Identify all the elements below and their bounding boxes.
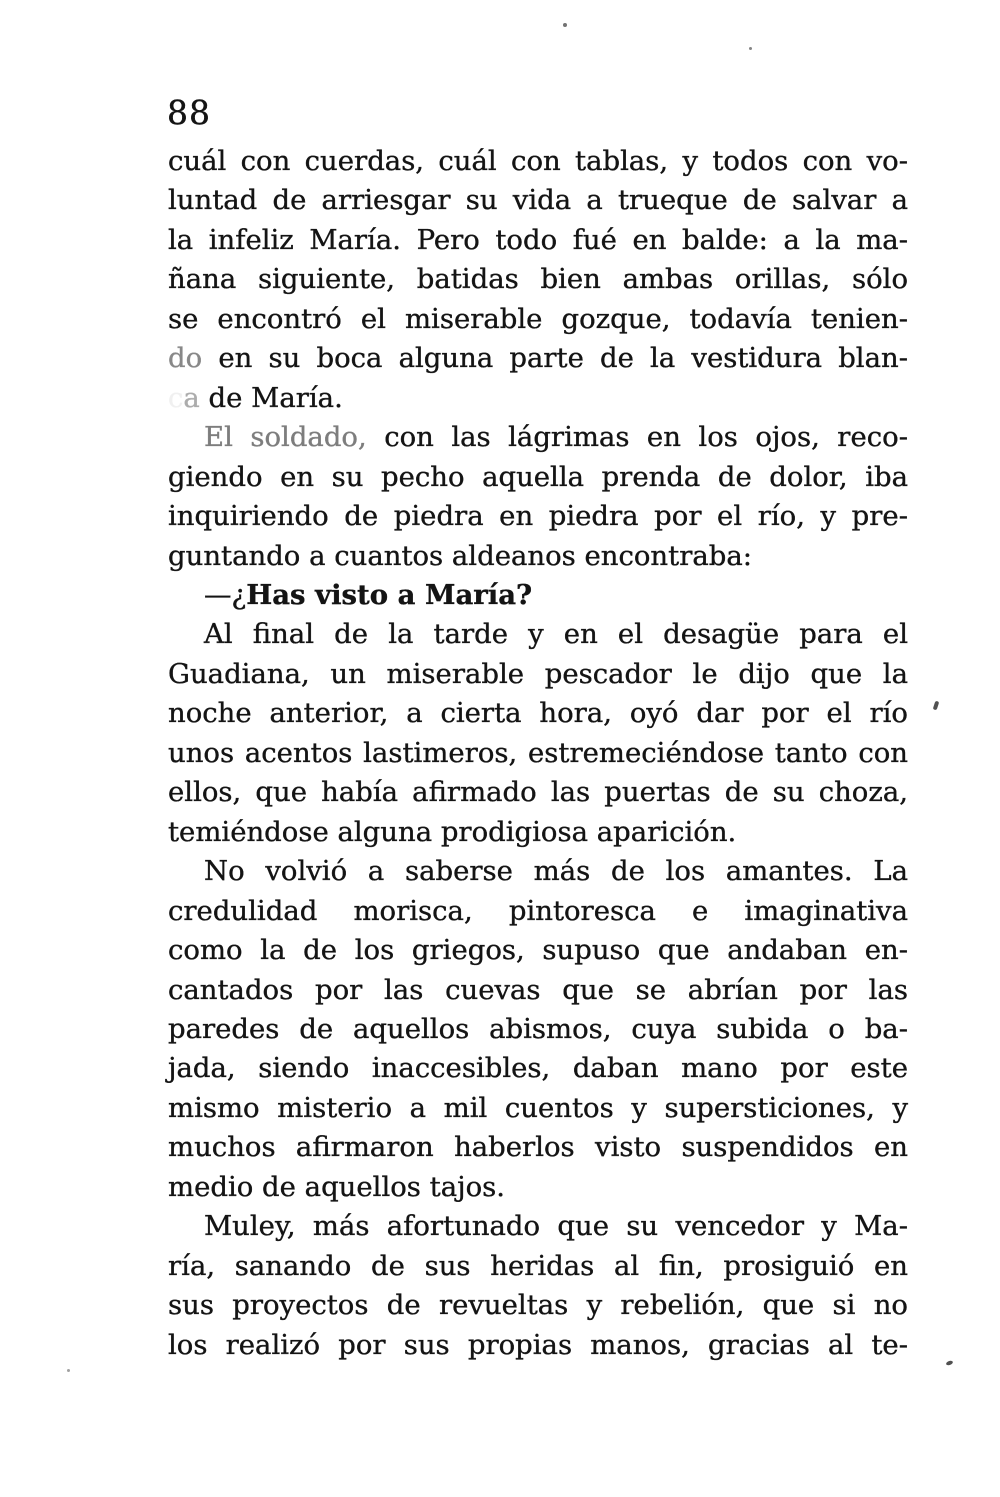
text-segment: cantados por las cuevas que se abrían por las: [168, 973, 908, 1006]
text-line: [168, 1247, 908, 1286]
text-line: [168, 971, 908, 1010]
text-segment: jada, siendo inaccesibles, daban mano por este: [168, 1052, 908, 1085]
text-segment: como la de los griegos, supuso que andaban en-: [168, 934, 908, 967]
text-segment: luntad de arriesgar su vida a trueque de salvar a: [168, 184, 908, 217]
scan-speck: [946, 1360, 954, 1366]
text-line: [168, 537, 908, 576]
text-line: [168, 1286, 908, 1325]
text-segment: c: [168, 381, 184, 414]
text-line: [168, 260, 908, 299]
text-line: [168, 339, 908, 378]
text-line: [168, 221, 908, 260]
text-segment: muchos afirmaron haberlos visto suspendidos en: [168, 1131, 908, 1164]
text-segment: la infeliz María. Pero todo fué en balde: a la ma-: [168, 223, 908, 256]
text-line: [168, 1128, 908, 1167]
text-line: [168, 655, 908, 694]
text-line: [168, 576, 908, 615]
text-line: [168, 300, 908, 339]
text-line: [168, 734, 908, 773]
text-segment: ñana siguiente, batidas bien ambas orillas, sólo: [168, 263, 908, 296]
paragraph: [168, 142, 908, 418]
text-line: [168, 694, 908, 733]
scan-speck: [67, 1369, 70, 1372]
text-segment: Guadiana, un miserable pescador le dijo que la: [168, 657, 908, 690]
scan-speck: [749, 47, 752, 50]
text-segment: Muley, más afortunado que su vencedor y Ma-: [204, 1210, 908, 1243]
text-segment: cuál con cuerdas, cuál con tablas, y todos con vo-: [168, 145, 908, 177]
paragraph: [168, 615, 908, 852]
text-line: [168, 379, 908, 418]
text-line: [168, 892, 908, 931]
text-line: [168, 1168, 908, 1207]
text-line: [168, 813, 908, 852]
text-line: [168, 852, 908, 891]
text-segment: paredes de aquellos abismos, cuya subida o ba-: [168, 1012, 908, 1045]
text-segment: temiéndose alguna prodigiosa aparición.: [168, 815, 737, 848]
paragraph: [168, 852, 908, 1207]
page-number: 88: [167, 93, 211, 132]
text-line: [168, 497, 908, 536]
text-segment: El soldado,: [204, 421, 367, 454]
text-segment: mismo misterio a mil cuentos y supersticiones, y: [168, 1091, 908, 1124]
paragraph: [168, 418, 908, 576]
text-segment: sus proyectos de revueltas y rebelión, que si no: [168, 1289, 908, 1322]
text-segment: ellos, que había afirmado las puertas de su choza,: [168, 776, 908, 809]
text-segment: en su boca alguna parte de la vestidura blan-: [202, 342, 908, 375]
text-segment: de María.: [199, 381, 343, 414]
paragraph: [168, 576, 908, 615]
text-line: [168, 418, 908, 457]
text-segment: los realizó por sus propias manos, gracias al te-: [168, 1328, 908, 1361]
scan-speck: [563, 23, 567, 27]
text-line: [168, 1010, 908, 1049]
text-segment: Has visto a María?: [246, 578, 533, 611]
text-segment: se encontró el miserable gozque, todavía tenien-: [168, 302, 908, 335]
text-segment: ría, sanando de sus heridas al fin, prosiguió en: [168, 1249, 908, 1282]
text-segment: —¿: [204, 578, 247, 611]
paragraph: [168, 1207, 908, 1365]
text-line: [168, 1089, 908, 1128]
text-line: [168, 773, 908, 812]
text-line: [168, 615, 908, 654]
text-segment: inquiriendo de piedra en piedra por el río, y pre-: [168, 500, 908, 533]
text-segment: con las lágrimas en los ojos, reco-: [366, 421, 908, 454]
text-line: [168, 1207, 908, 1246]
page-text: [168, 142, 908, 1365]
text-segment: a: [183, 381, 200, 414]
text-segment: No volvió a saberse más de los amantes. La: [204, 855, 908, 888]
text-segment: unos acentos lastimeros, estremeciéndose tanto con: [168, 736, 908, 769]
text-line: [168, 931, 908, 970]
text-segment: medio de aquellos tajos.: [168, 1170, 506, 1203]
text-segment: Al final de la tarde y en el desagüe para el: [204, 618, 908, 651]
text-segment: guntando a cuantos aldeanos encontraba:: [168, 539, 752, 572]
text-segment: giendo en su pecho aquella prenda de dolor, iba: [168, 460, 908, 493]
text-line: [168, 142, 908, 181]
text-segment: credulidad morisca, pintoresca e imaginativa: [168, 894, 908, 927]
text-line: [168, 1049, 908, 1088]
text-line: [168, 181, 908, 220]
text-segment: noche anterior, a cierta hora, oyó dar por el río: [168, 697, 908, 730]
text-line: [168, 1326, 908, 1365]
scan-speck: [933, 701, 940, 711]
text-segment: do: [168, 342, 203, 375]
text-line: [168, 458, 908, 497]
